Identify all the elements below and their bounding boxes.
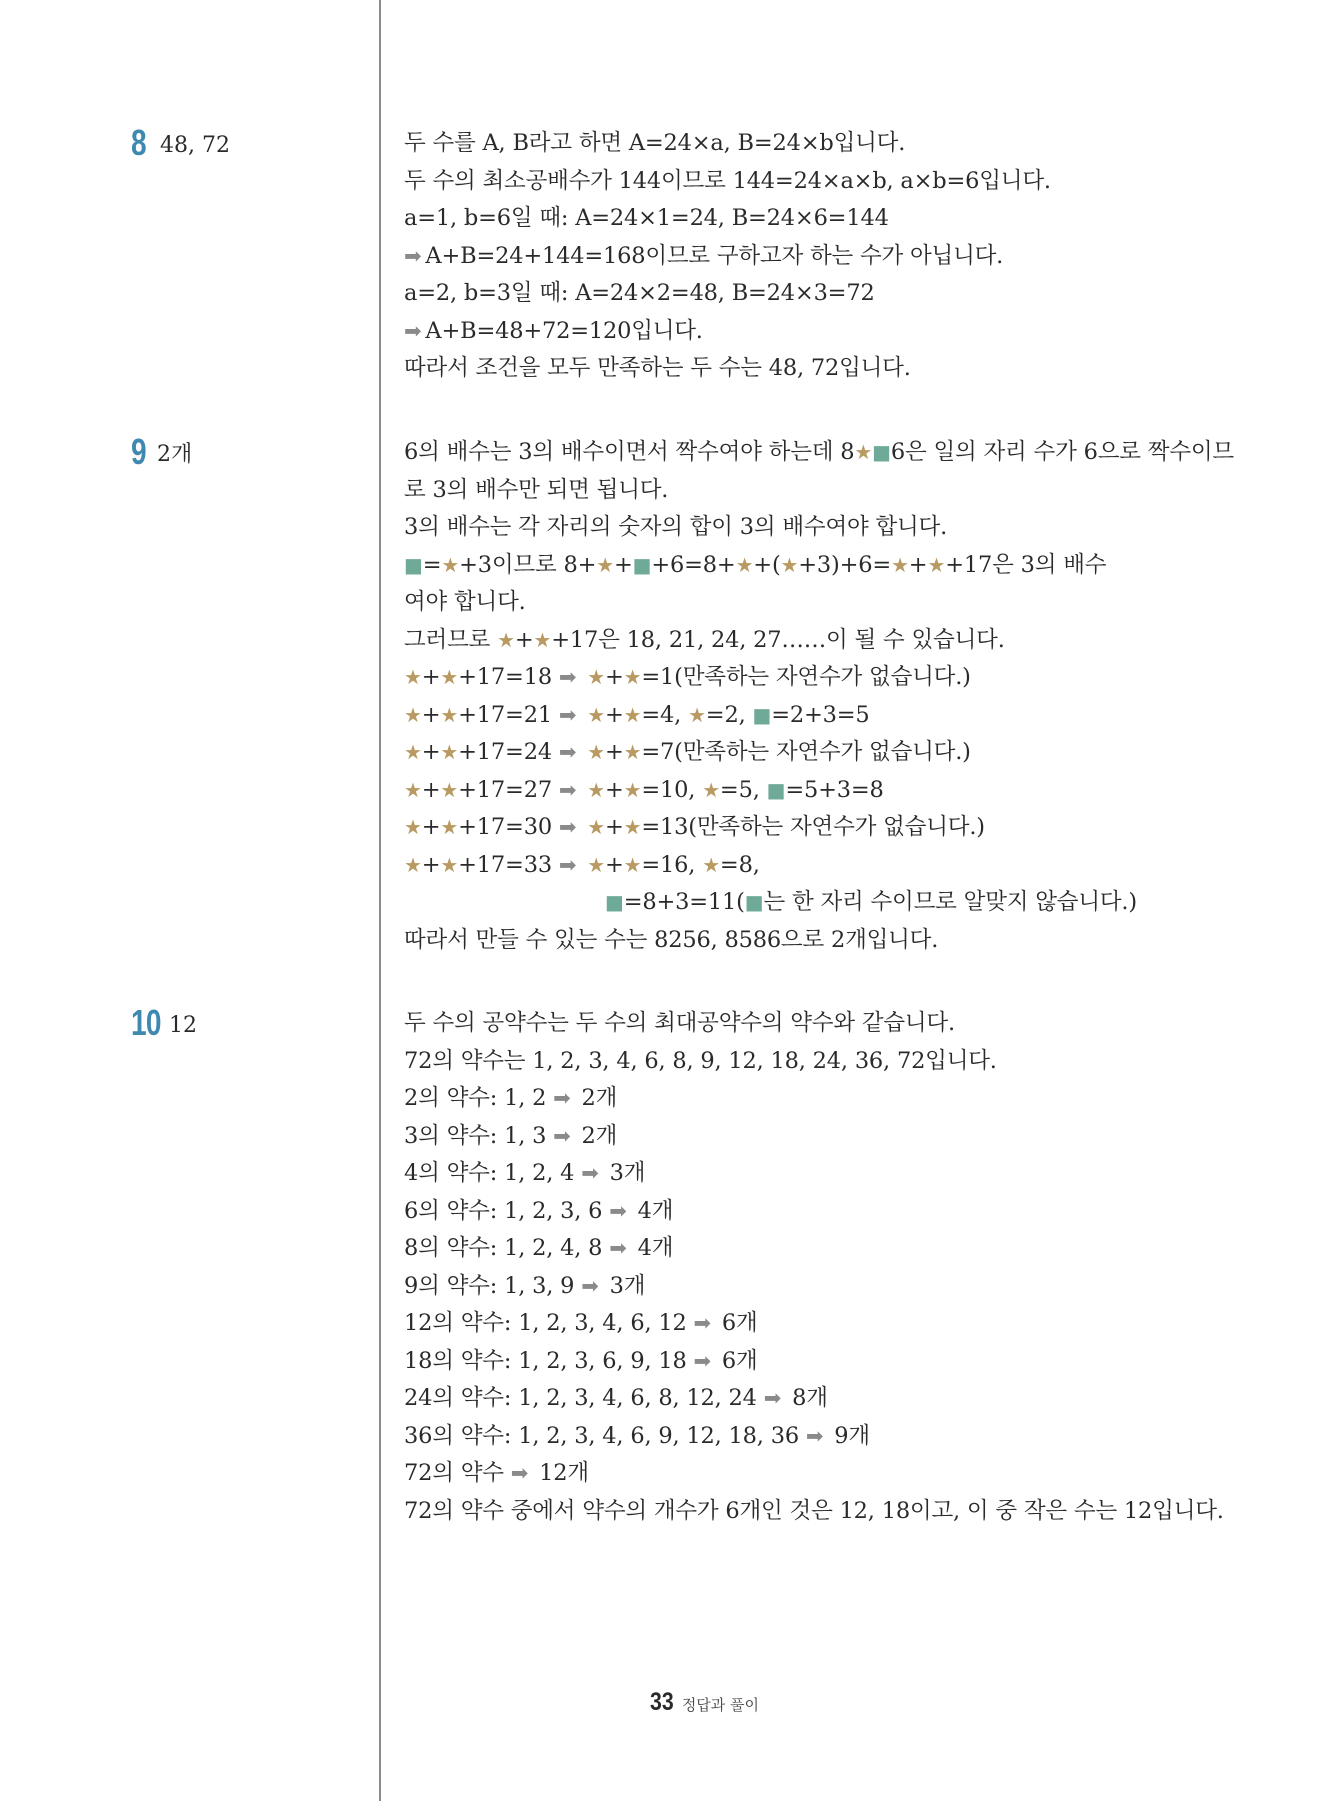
square-icon: ■ (872, 440, 891, 464)
star-icon: ★ (702, 777, 720, 802)
star-icon: ★ (404, 777, 422, 802)
star-icon: ★ (596, 552, 614, 577)
star-icon: ★ (440, 702, 459, 727)
solution (404, 125, 1051, 388)
solution-line: ★+★+17=27 ➡ ★+★=10, ★=5, ■=5+3=8 (404, 772, 1234, 810)
solution-line: 72의 약수 ➡ 12개 (404, 1455, 1224, 1493)
arrow-icon: ➡ (553, 1086, 571, 1110)
solution-line: 그러므로 ★+★+17은 18, 21, 24, 27……이 될 수 있습니다. (404, 626, 1005, 653)
solution (404, 434, 1234, 959)
arrow-icon: ➡ (558, 702, 577, 727)
star-icon: ★ (441, 552, 460, 577)
solution-line: 72의 약수는 1, 2, 3, 4, 6, 8, 9, 12, 18, 24, 36, 72입니다. (404, 1047, 997, 1074)
solution-line: 6의 약수: 1, 2, 3, 6 ➡ 4개 (404, 1193, 1224, 1231)
arrow-icon: ➡ (581, 1161, 599, 1185)
star-icon: ★ (404, 702, 422, 727)
page-label: 정답과 풀이 (681, 1696, 760, 1714)
solution-line: 두 수의 최소공배수가 144이므로 144=24×a×b, a×b=6입니다. (404, 167, 1051, 194)
problem-answer: 48, 72 (160, 133, 230, 158)
solution-line: 12의 약수: 1, 2, 3, 4, 6, 12 ➡ 6개 (404, 1305, 1224, 1343)
square-icon: ■ (404, 552, 423, 577)
star-icon: ★ (587, 702, 605, 727)
star-icon: ★ (623, 777, 642, 802)
star-icon: ★ (702, 852, 720, 877)
solution-line: 따라서 조건을 모두 만족하는 두 수는 48, 72입니다. (404, 355, 911, 381)
star-icon: ★ (623, 740, 642, 764)
solution-line: ■=★+3이므로 8+★+■+6=8+★+(★+3)+6=★+★+17은 3의 배수 (404, 551, 1107, 578)
page-footer (650, 1688, 759, 1717)
solution-line: 2의 약수: 1, 2 ➡ 2개 (404, 1080, 1224, 1118)
solution-line: a=1, b=6일 때: A=24×1=24, B=24×6=144 (404, 205, 889, 231)
page-number: 33 (650, 1688, 674, 1716)
solution-line: 4의 약수: 1, 2, 4 ➡ 3개 (404, 1155, 1224, 1193)
star-icon: ★ (587, 740, 605, 764)
arrow-icon: ➡ (805, 1423, 824, 1448)
solution (404, 1005, 1224, 1530)
solution-line: 두 수를 A, B라고 하면 A=24×a, B=24×b입니다. (404, 130, 906, 156)
solution-line: ★+★+17=24 ➡ ★+★=7(만족하는 자연수가 없습니다.) (404, 734, 1234, 772)
solution-line: 로 3의 배수만 되면 됩니다. (404, 476, 669, 503)
solution-line: 3의 배수는 각 자리의 숫자의 합이 3의 배수여야 합니다. (404, 514, 948, 540)
star-icon: ★ (497, 627, 515, 652)
arrow-icon: ➡ (558, 815, 577, 839)
star-icon: ★ (780, 552, 799, 577)
square-icon: ■ (632, 552, 652, 577)
solution-line: 18의 약수: 1, 2, 3, 6, 9, 18 ➡ 6개 (404, 1343, 1224, 1381)
arrow-icon: ➡ (609, 1236, 627, 1260)
solution-line: ■=8+3=11(■는 한 자리 수이므로 알맞지 않습니다.) (605, 889, 1137, 915)
solution-line: 9의 약수: 1, 3, 9 ➡ 3개 (404, 1268, 1224, 1306)
solution-line: 24의 약수: 1, 2, 3, 4, 6, 8, 12, 24 ➡ 8개 (404, 1380, 1224, 1418)
arrow-icon: ➡ (763, 1386, 782, 1410)
star-icon: ★ (440, 665, 459, 689)
star-icon: ★ (688, 702, 706, 727)
star-icon: ★ (440, 815, 459, 839)
problem-number: 8 (131, 122, 146, 163)
square-icon: ■ (744, 890, 764, 914)
solution-line: ➡ A+B=48+72=120입니다. (404, 313, 1051, 351)
star-icon: ★ (587, 777, 605, 802)
arrow-icon: ➡ (693, 1311, 711, 1335)
star-icon: ★ (440, 740, 459, 764)
solution-line: 6의 배수는 3의 배수이면서 짝수여야 하는데 8★■6은 일의 자리 수가 6으로 짝수이므 (404, 439, 1234, 465)
solution-line: ★+★+17=30 ➡ ★+★=13(만족하는 자연수가 없습니다.) (404, 809, 1234, 847)
star-icon: ★ (854, 440, 873, 464)
star-icon: ★ (623, 702, 642, 727)
problem-number: 9 (131, 431, 146, 472)
solution-line: 8의 약수: 1, 2, 4, 8 ➡ 4개 (404, 1230, 1224, 1268)
solution-line: 72의 약수 중에서 약수의 개수가 6개인 것은 12, 18이고, 이 중 작은 수는 12입니다. (404, 1497, 1224, 1524)
star-icon: ★ (404, 740, 422, 764)
arrow-icon: ➡ (558, 740, 577, 764)
star-icon: ★ (587, 852, 605, 877)
column-divider (379, 0, 381, 1801)
star-icon: ★ (623, 852, 642, 877)
arrow-icon: ➡ (404, 243, 422, 268)
star-icon: ★ (533, 627, 552, 652)
star-icon: ★ (404, 665, 422, 689)
arrow-icon: ➡ (558, 852, 577, 877)
solution-line: 두 수의 공약수는 두 수의 최대공약수의 약수와 같습니다. (404, 1010, 955, 1036)
star-icon: ★ (623, 815, 642, 839)
star-icon: ★ (587, 815, 605, 839)
square-icon: ■ (605, 890, 624, 914)
arrow-icon: ➡ (553, 1123, 571, 1148)
solution-line: 따라서 만들 수 있는 수는 8256, 8586으로 2개입니다. (404, 926, 939, 953)
solution-line: a=2, b=3일 때: A=24×2=48, B=24×3=72 (404, 280, 875, 306)
square-icon: ■ (752, 702, 772, 727)
solution-line: 여야 합니다. (404, 589, 526, 615)
problem-number: 10 (131, 1002, 161, 1043)
arrow-icon: ➡ (609, 1198, 627, 1223)
arrow-icon: ➡ (404, 318, 422, 343)
star-icon: ★ (404, 815, 422, 839)
star-icon: ★ (440, 777, 459, 802)
solution-line: ★+★+17=21 ➡ ★+★=4, ★=2, ■=2+3=5 (404, 697, 1234, 735)
square-icon: ■ (766, 777, 786, 802)
star-icon: ★ (587, 665, 605, 689)
arrow-icon: ➡ (558, 777, 577, 802)
arrow-icon: ➡ (510, 1461, 529, 1485)
solution-line: 36의 약수: 1, 2, 3, 4, 6, 9, 12, 18, 36 ➡ 9개 (404, 1418, 1224, 1456)
star-icon: ★ (623, 665, 642, 689)
star-icon: ★ (891, 552, 909, 577)
arrow-icon: ➡ (558, 665, 577, 689)
problem-answer: 2개 (157, 442, 193, 467)
problem-answer: 12 (169, 1013, 197, 1038)
arrow-icon: ➡ (693, 1348, 711, 1373)
solution-line: ★+★+17=33 ➡ ★+★=16, ★=8, (404, 847, 1234, 885)
star-icon: ★ (927, 552, 946, 577)
solution-line: ★+★+17=18 ➡ ★+★=1(만족하는 자연수가 없습니다.) (404, 659, 1234, 697)
star-icon: ★ (735, 552, 754, 577)
star-icon: ★ (440, 852, 459, 877)
solution-line: 3의 약수: 1, 3 ➡ 2개 (404, 1118, 1224, 1156)
arrow-icon: ➡ (581, 1273, 599, 1298)
star-icon: ★ (404, 852, 422, 877)
solution-line: ➡ A+B=24+144=168이므로 구하고자 하는 수가 아닙니다. (404, 238, 1051, 276)
